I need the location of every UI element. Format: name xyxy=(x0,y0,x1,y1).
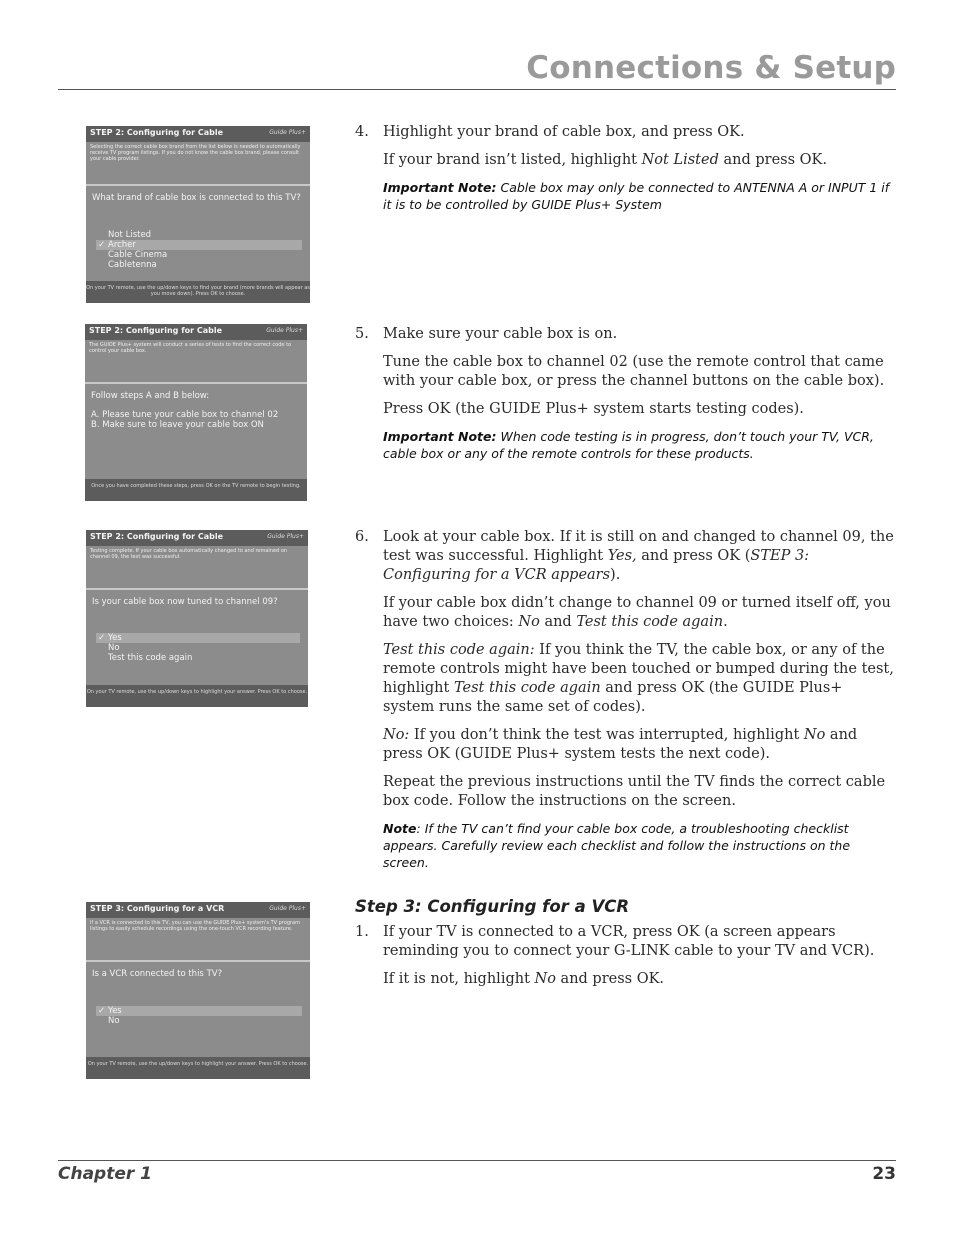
step-paragraph: Repeat the previous instructions until the TV finds the correct cable box code. Follow the instructions on the screen. xyxy=(383,774,886,809)
screen-cable-test-setup xyxy=(85,324,307,501)
step-paragraph: If it is not, highlight No and press OK. xyxy=(383,971,665,987)
screen-divider xyxy=(86,184,310,186)
screen-option-selected[interactable]: ✓ Archer xyxy=(96,240,302,250)
screen-title-bar xyxy=(85,324,307,340)
guide-plus-logo: Guide Plus+ xyxy=(269,905,306,912)
screen-intro-text: If a VCR is connected to this TV, you can use the GUIDE Plus+ system's TV program listings to easily schedule recordings using the one-touch VCR recording feature. xyxy=(90,920,300,932)
screen-option[interactable]: Not Listed xyxy=(108,230,152,240)
step-number: 5. xyxy=(355,326,369,342)
step-instruction: Highlight your brand of cable box, and press OK. xyxy=(383,124,745,140)
step-paragraph: Tune the cable box to channel 02 (use the remote control that came with your cable box, or press the channel buttons on the cable box). xyxy=(383,354,885,389)
screen-title-bar xyxy=(86,530,308,546)
screen-option-selected[interactable]: ✓ Yes xyxy=(96,633,300,643)
screen-option[interactable]: No xyxy=(108,1016,120,1026)
screen-question: Follow steps A and B below: xyxy=(91,391,210,401)
check-icon: ✓ xyxy=(98,633,106,643)
important-note: Important Note: Cable box may only be connected to ANTENNA A or INPUT 1 if it is to be controlled by GUIDE Plus+ System xyxy=(383,180,890,212)
screen-title-bar xyxy=(86,902,310,918)
screen-cable-test-result xyxy=(86,530,308,707)
page-header-title: Connections & Setup xyxy=(526,50,896,86)
screen-cable-brand xyxy=(86,126,310,303)
screen-divider xyxy=(86,588,308,590)
screen-footer-hint: On your TV remote, use the up/down keys to highlight your answer. Press OK to choose. xyxy=(86,1057,310,1079)
step-instruction: Look at your cable box. If it is still on and changed to channel 09, the test was successful. Highlight Yes, and press OK (STEP 3: Configuring for a VCR appears). xyxy=(383,529,894,583)
check-icon: ✓ xyxy=(98,1006,106,1016)
step-number: 6. xyxy=(355,529,369,545)
step-3-section xyxy=(355,923,897,998)
screen-intro-text: Testing complete. If your cable box automatically changed to and remained on channel 09, the test was successful. xyxy=(90,548,288,560)
screen-option[interactable]: Test this code again xyxy=(108,653,193,663)
screen-intro-text: Selecting the correct cable box brand from the list below is needed to automatically receive TV program listings. If you do not know the cable box brand, please consult your cable provider. xyxy=(90,144,301,162)
screen-step-label: STEP 3: Configuring for a VCR xyxy=(90,904,225,913)
check-icon: ✓ xyxy=(98,240,106,250)
footer-chapter-label: Chapter 1 xyxy=(58,1164,153,1184)
screen-instruction: A. Please tune your cable box to channel 02 xyxy=(91,410,279,420)
screen-question: Is your cable box now tuned to channel 09? xyxy=(92,597,278,607)
important-note: Important Note: When code testing is in progress, don’t touch your TV, VCR, cable box or any of the remote controls for these products. xyxy=(383,429,874,461)
page-number: 23 xyxy=(872,1164,896,1184)
screen-question: Is a VCR connected to this TV? xyxy=(92,969,223,979)
screen-options xyxy=(96,230,302,270)
screen-option-selected[interactable]: ✓ Yes xyxy=(96,1006,302,1016)
step-paragraph: Press OK (the GUIDE Plus+ system starts testing codes). xyxy=(383,401,804,417)
guide-plus-logo: Guide Plus+ xyxy=(266,327,303,334)
guide-plus-logo: Guide Plus+ xyxy=(269,129,306,136)
screen-footer-hint: On your TV remote, use the up/down keys to find your brand (more brands will appear as you move down). Press OK to choose. xyxy=(86,281,310,303)
screen-title-bar xyxy=(86,126,310,142)
screen-footer-hint: Once you have completed these steps, press OK on the TV remote to begin testing. xyxy=(85,479,307,501)
screen-question: What brand of cable box is connected to this TV? xyxy=(92,193,301,203)
note: Note: If the TV can’t find your cable box code, a troubleshooting checklist appears. Carefully review each checklist and follow the instructions on the screen. xyxy=(383,821,851,870)
screen-instructions xyxy=(91,410,299,430)
screen-divider xyxy=(86,960,310,962)
step-paragraph: No: If you don’t think the test was interrupted, highlight No and press OK (GUIDE Plus+ system tests the next code). xyxy=(383,727,858,762)
step-number: 1. xyxy=(355,924,369,940)
screen-option[interactable]: Cable Cinema xyxy=(108,250,168,260)
screen-options xyxy=(96,1006,302,1026)
screen-step-label: STEP 2: Configuring for Cable xyxy=(89,326,223,335)
step-instruction: Make sure your cable box is on. xyxy=(383,326,618,342)
step-instruction: If your TV is connected to a VCR, press OK (a screen appears reminding you to connect your G-LINK cable to your TV and VCR). xyxy=(383,924,875,959)
footer-divider xyxy=(58,1160,896,1161)
screen-option[interactable]: Cabletenna xyxy=(108,260,157,270)
screen-intro-text: The GUIDE Plus+ system will conduct a series of tests to find the correct code to control your cable box. xyxy=(89,342,292,354)
screen-vcr-config xyxy=(86,902,310,1079)
header-divider xyxy=(58,89,896,90)
screen-options xyxy=(96,633,300,663)
step-5-section xyxy=(355,325,897,471)
step-paragraph: Test this code again: If you think the TV, the cable box, or any of the remote controls might have been touched or bumped during the test, highlight Test this code again and press OK (the GUIDE Plus+ system runs the same set of codes). xyxy=(383,642,894,715)
screen-step-label: STEP 2: Configuring for Cable xyxy=(90,532,224,541)
step-number: 4. xyxy=(355,124,369,140)
guide-plus-logo: Guide Plus+ xyxy=(267,533,304,540)
screen-step-label: STEP 2: Configuring for Cable xyxy=(90,128,224,137)
screen-option[interactable]: No xyxy=(108,643,120,653)
step-4-section xyxy=(355,123,897,222)
screen-footer-hint: On your TV remote, use the up/down keys to highlight your answer. Press OK to choose. xyxy=(86,685,308,707)
step-paragraph: If your cable box didn’t change to channel 09 or turned itself off, you have two choices: No and Test this code again. xyxy=(383,595,891,630)
screen-instruction: B. Make sure to leave your cable box ON xyxy=(91,420,264,430)
screen-divider xyxy=(85,382,307,384)
step-6-section xyxy=(355,528,897,880)
section-heading: Step 3: Configuring for a VCR xyxy=(355,897,630,916)
step-paragraph: If your brand isn’t listed, highlight Not Listed and press OK. xyxy=(383,152,827,168)
